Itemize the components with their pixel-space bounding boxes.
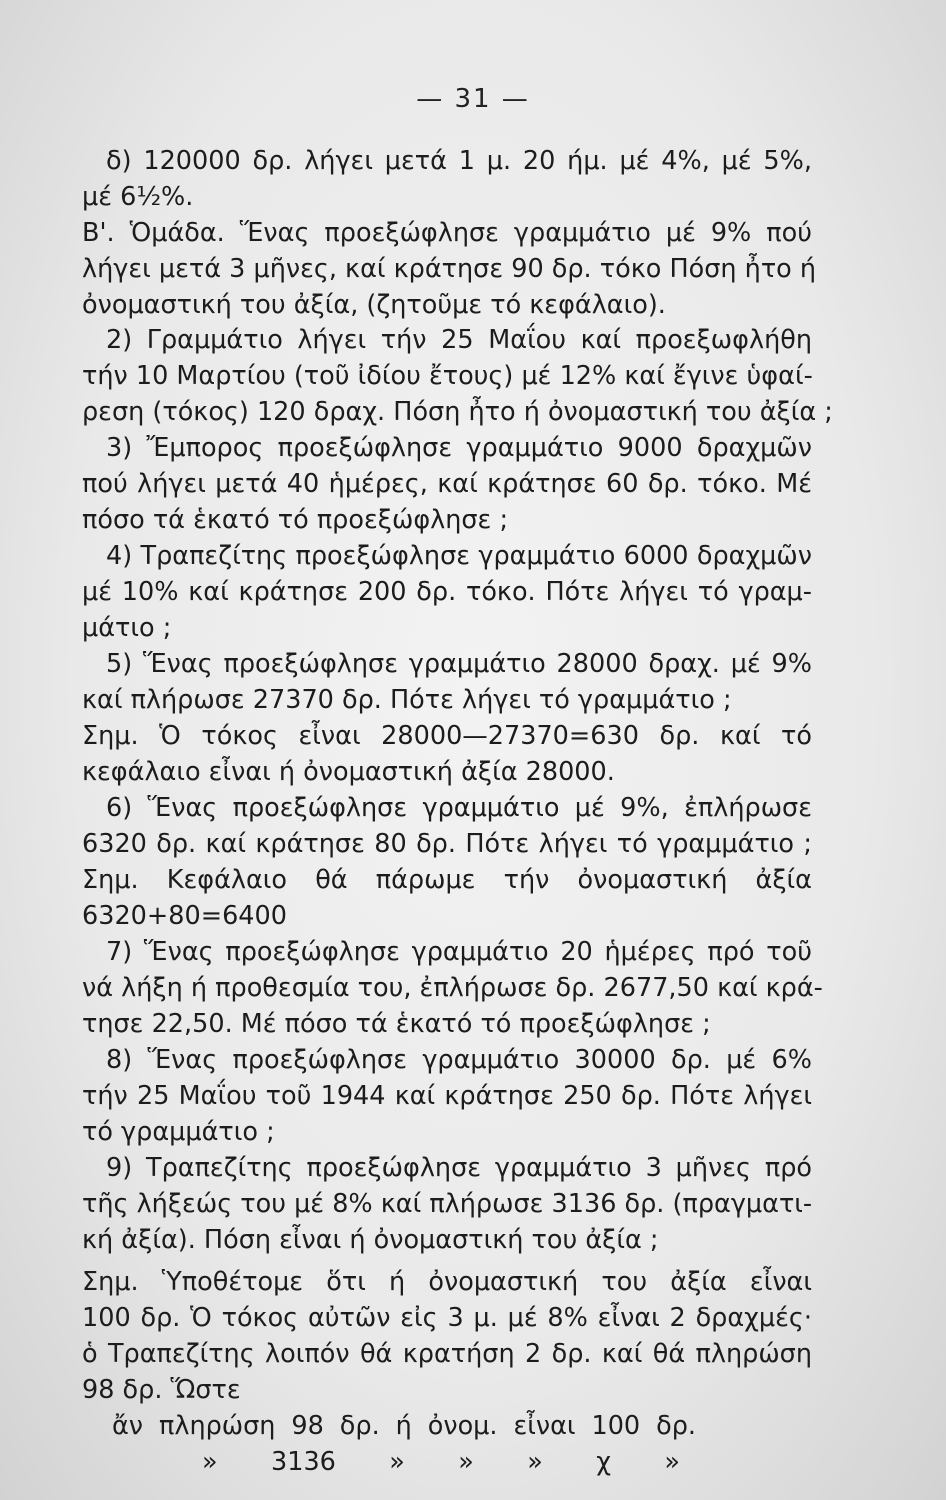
text-line: 98 δρ. Ὥστε (82, 1375, 241, 1405)
text-line: τῆς λήξεώς του μέ 8% καί πλήρωσε 3136 δρ. (πραγματι- (82, 1189, 813, 1219)
text-line: 3) Ἔμπορος προεξώφλησε γραμμάτιο 9000 δραχμῶν (106, 433, 812, 463)
text-line: λήγει μετά 3 μῆνες, καί κράτησε 90 δρ. τόκο Πόση ἦτο ή (82, 254, 817, 284)
text-line: νά λήξη ή προθεσμία του, ἐπλήρωσε δρ. 2677,50 καί κρά- (82, 973, 823, 1003)
text-line: Σημ. Ὑποθέτομε ὅτι ή ὀνομαστική του ἀξία εἶναι (82, 1267, 812, 1297)
text-line: 8) Ἕνας προεξώφλησε γραμμάτιο 30000 δρ. μέ 6% (106, 1045, 812, 1075)
text-line: Σημ. Ὁ τόκος εἶναι 28000—27370=630 δρ. καί τό (82, 721, 812, 751)
text-line: καί πλήρωσε 27370 δρ. Πότε λήγει τό γραμμάτιο ; (82, 685, 732, 715)
text-line: Β'. Ὁμάδα. Ἕνας προεξώφλησε γραμμάτιο μέ 9% πού (82, 218, 812, 248)
text-line: μάτιο ; (82, 613, 172, 643)
text-line: 4) Τραπεζίτης προεξώφλησε γραμμάτιο 6000 δραχμῶν (106, 541, 812, 571)
text-line: μέ 10% καί κράτησε 200 δρ. τόκο. Πότε λήγει τό γραμ- (82, 577, 812, 607)
text-line: πόσο τά ἑκατό τό προεξώφλησε ; (82, 505, 509, 535)
text-line: Σημ. Κεφάλαιο θά πάρωμε τήν ὀνομαστική ἀξία (82, 865, 812, 895)
text-line: ἄν πληρώση 98 δρ. ή ὀνομ. εἶναι 100 δρ. (112, 1411, 696, 1441)
text-line: ὁ Τραπεζίτης λοιπόν θά κρατήση 2 δρ. καί θά πληρώση (82, 1339, 812, 1369)
text-line: ὀνομαστική του ἀξία, (ζητοῦμε τό κεφάλαιο). (82, 290, 666, 320)
text-line: 7) Ἕνας προεξώφλησε γραμμάτιο 20 ἡμέρες πρό τοῦ (106, 937, 812, 967)
text-line: τήν 10 Μαρτίου (τοῦ ἰδίου ἔτους) μέ 12% καί ἔγινε ὑφαί- (82, 361, 813, 391)
text-line: 2) Γραμμάτιο λήγει τήν 25 Μαΐου καί προεξωφλήθη (106, 325, 812, 355)
text-line: κή ἀξία). Πόση εἶναι ή ὀνομαστική του ἀξία ; (82, 1225, 659, 1255)
text-line: 6320 δρ. καί κράτησε 80 δρ. Πότε λήγει τό γραμμάτιο ; (82, 829, 812, 859)
text-line: 6320+80=6400 (82, 901, 287, 931)
text-line: ρεση (τόκος) 120 δραχ. Πόση ἦτο ή ὀνομαστική του ἀξία ; (82, 397, 833, 427)
text-line: τήν 25 Μαΐου τοῦ 1944 καί κράτησε 250 δρ. Πότε λήγει (82, 1081, 812, 1111)
text-line: τησε 22,50. Μέ πόσο τά ἑκατό τό προεξώφλησε ; (82, 1009, 711, 1039)
text-line: 9) Τραπεζίτης προεξώφλησε γραμμάτιο 3 μῆνες πρό (106, 1153, 812, 1183)
text-line: τό γραμμάτιο ; (82, 1117, 275, 1147)
text-line: 100 δρ. Ὁ τόκος αὐτῶν εἰς 3 μ. μέ 8% εἶναι 2 δραχμές· (82, 1303, 812, 1333)
text-line: κεφάλαιο εἶναι ή ὀνομαστική ἀξία 28000. (82, 757, 615, 787)
text-line: 5) Ἕνας προεξώφλησε γραμμάτιο 28000 δραχ. μέ 9% (106, 649, 812, 679)
text-line: » 3136 » » » χ » (202, 1447, 680, 1477)
text-line: δ) 120000 δρ. λήγει μετά 1 μ. 20 ήμ. μέ 4%, μέ 5%, (106, 146, 812, 176)
text-line: πού λήγει μετά 40 ἡμέρες, καί κράτησε 60 δρ. τόκο. Μέ (82, 469, 812, 499)
text-line: μέ 6½%. (82, 182, 194, 212)
page-number: — 31 — (416, 84, 530, 114)
text-line: 6) Ἕνας προεξώφλησε γραμμάτιο μέ 9%, ἐπλήρωσε (106, 793, 812, 823)
